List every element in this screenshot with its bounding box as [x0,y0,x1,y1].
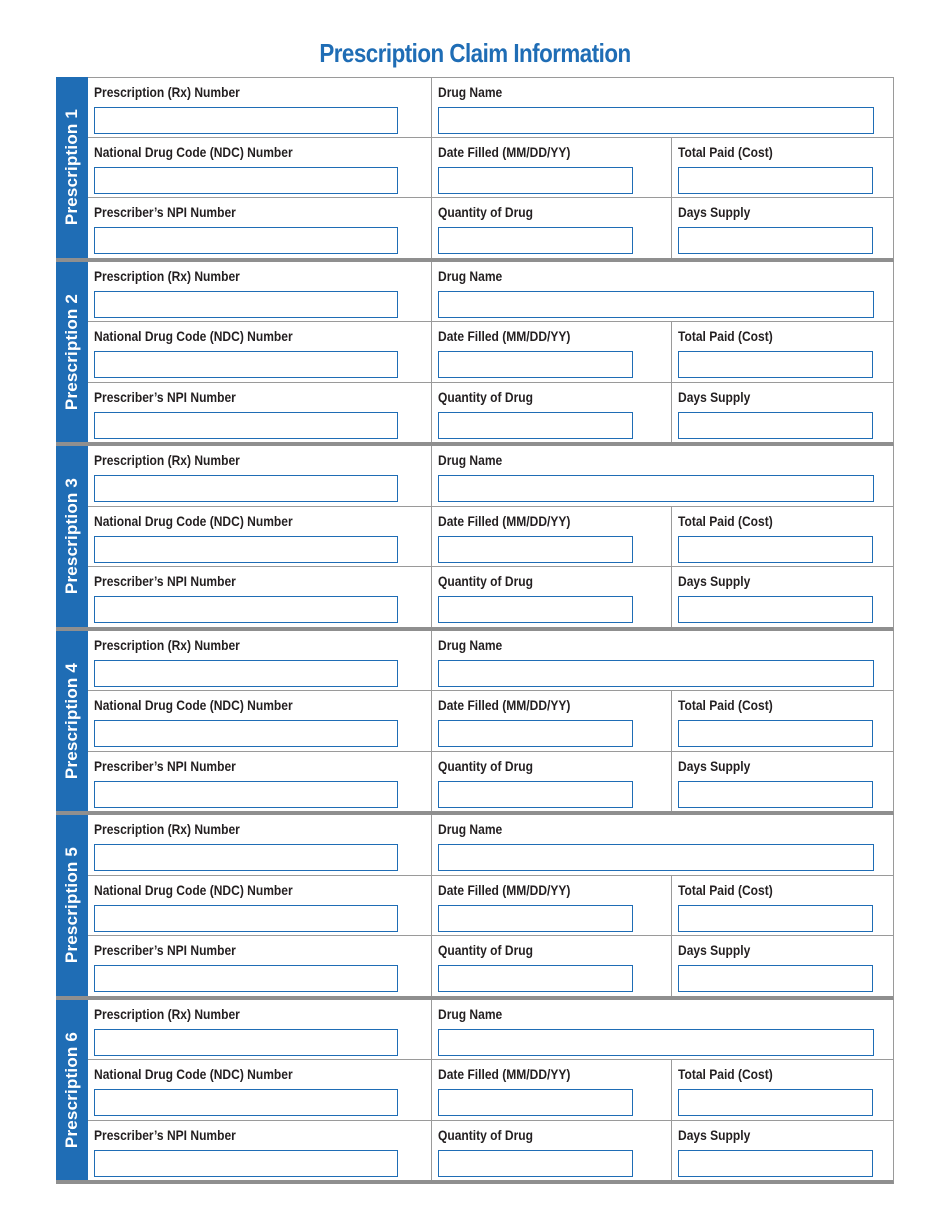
cell-date-filled [432,876,672,936]
total-paid-label: Total Paid (Cost) [678,697,773,713]
rx-number-field[interactable] [94,291,398,318]
cell-quantity [432,198,672,257]
npi-number-field[interactable] [94,781,398,808]
prescription-tab [56,77,88,262]
quantity-field[interactable] [438,781,633,808]
rx-number-field[interactable] [94,475,398,502]
quantity-field[interactable] [438,965,633,992]
prescription-tab [56,446,88,631]
cell-total-paid [672,138,893,197]
prescription-tab [56,1000,88,1185]
rx-number-label: Prescription (Rx) Number [94,821,240,837]
days-supply-label: Days Supply [678,1126,751,1143]
drug-name-field[interactable] [438,1029,874,1056]
cell-npi-number [88,198,432,257]
drug-name-label: Drug Name [438,636,503,653]
prescription-block-6 [56,1000,894,1185]
cell-drug-name [432,815,893,875]
row-npi-qty-days [88,936,893,996]
prescription-grid [88,446,894,631]
npi-number-field[interactable] [94,227,398,254]
rx-number-field[interactable] [94,660,398,687]
days-supply-field[interactable] [678,227,873,254]
row-ndc-date-paid [88,507,893,568]
total-paid-label: Total Paid (Cost) [678,881,773,898]
row-npi-qty-days [88,383,893,443]
npi-number-label: Prescriber’s NPI Number [94,204,236,221]
quantity-label: Quantity of Drug [438,573,533,589]
row-npi-qty-days [88,567,893,627]
total-paid-field[interactable] [678,167,873,194]
npi-number-field[interactable] [94,596,398,623]
row-npi-qty-days [88,1121,893,1181]
prescription-block-1 [56,77,894,262]
cell-days-supply [672,567,893,627]
drug-name-field[interactable] [438,475,874,502]
npi-number-label: Prescriber’s NPI Number [94,942,236,958]
cell-total-paid [672,322,893,382]
cell-days-supply [672,198,893,257]
cell-days-supply [672,936,893,996]
prescription-tab-label: Prescription 6 [62,1031,81,1148]
npi-number-field[interactable] [94,1150,398,1177]
cell-total-paid [672,876,893,936]
page-title: Prescription Claim Information [319,38,631,68]
row-ndc-date-paid [88,322,893,383]
total-paid-label: Total Paid (Cost) [678,144,773,161]
quantity-label: Quantity of Drug [438,388,533,405]
ndc-number-label: National Drug Code (NDC) Number [94,512,293,529]
row-ndc-date-paid [88,691,893,752]
drug-name-label: Drug Name [438,821,503,837]
days-supply-label: Days Supply [678,204,751,221]
date-filled-field[interactable] [438,167,633,194]
days-supply-label: Days Supply [678,757,751,774]
date-filled-label: Date Filled (MM/DD/YY) [438,144,571,161]
days-supply-field[interactable] [678,412,873,439]
cell-date-filled [432,138,672,197]
cell-rx-number [88,78,432,137]
cell-days-supply [672,752,893,812]
ndc-number-field[interactable] [94,905,398,932]
cell-rx-number [88,446,432,506]
prescription-grid [88,77,894,262]
row-rx-drug [88,1000,893,1061]
rx-number-label: Prescription (Rx) Number [94,452,240,468]
drug-name-field[interactable] [438,107,874,134]
drug-name-field[interactable] [438,660,874,687]
drug-name-label: Drug Name [438,1005,503,1022]
ndc-number-label: National Drug Code (NDC) Number [94,1066,293,1082]
row-rx-drug [88,631,893,692]
date-filled-field[interactable] [438,720,633,747]
total-paid-field[interactable] [678,905,873,932]
row-rx-drug [88,78,893,138]
row-ndc-date-paid [88,1060,893,1121]
row-rx-drug [88,815,893,876]
quantity-field[interactable] [438,596,633,623]
quantity-label: Quantity of Drug [438,204,533,221]
cell-quantity [432,752,672,812]
ndc-number-field[interactable] [94,720,398,747]
ndc-number-field[interactable] [94,351,398,378]
cell-drug-name [432,78,893,137]
drug-name-field[interactable] [438,844,874,871]
quantity-label: Quantity of Drug [438,757,533,774]
days-supply-field[interactable] [678,781,873,808]
prescription-claim-form [56,77,894,1184]
prescription-block-2 [56,262,894,447]
drug-name-label: Drug Name [438,267,503,284]
prescription-grid [88,1000,894,1185]
rx-number-label: Prescription (Rx) Number [94,636,240,653]
cell-rx-number [88,631,432,691]
npi-number-label: Prescriber’s NPI Number [94,388,236,405]
days-supply-label: Days Supply [678,942,751,958]
cell-npi-number [88,1121,432,1181]
ndc-number-field[interactable] [94,536,398,563]
prescription-tab [56,815,88,1000]
date-filled-field[interactable] [438,1089,633,1116]
rx-number-field[interactable] [94,1029,398,1056]
cell-quantity [432,383,672,443]
quantity-label: Quantity of Drug [438,1126,533,1143]
cell-drug-name [432,262,893,322]
total-paid-label: Total Paid (Cost) [678,512,773,529]
days-supply-field[interactable] [678,965,873,992]
prescription-tab-label: Prescription 4 [62,662,81,779]
days-supply-field[interactable] [678,596,873,623]
date-filled-field[interactable] [438,351,633,378]
row-ndc-date-paid [88,138,893,198]
cell-quantity [432,1121,672,1181]
date-filled-label: Date Filled (MM/DD/YY) [438,512,571,529]
prescription-block-3 [56,446,894,631]
cell-total-paid [672,691,893,751]
npi-number-label: Prescriber’s NPI Number [94,757,236,774]
rx-number-label: Prescription (Rx) Number [94,267,240,284]
cell-date-filled [432,507,672,567]
prescription-tab-label: Prescription 5 [62,847,81,964]
drug-name-label: Drug Name [438,452,503,468]
date-filled-field[interactable] [438,536,633,563]
drug-name-label: Drug Name [438,84,503,100]
rx-number-label: Prescription (Rx) Number [94,1005,240,1022]
cell-total-paid [672,507,893,567]
cell-ndc-number [88,507,432,567]
quantity-label: Quantity of Drug [438,942,533,958]
prescription-block-5 [56,815,894,1000]
cell-drug-name [432,1000,893,1060]
cell-npi-number [88,383,432,443]
ndc-number-label: National Drug Code (NDC) Number [94,328,293,344]
ndc-number-label: National Drug Code (NDC) Number [94,881,293,898]
date-filled-label: Date Filled (MM/DD/YY) [438,328,571,344]
cell-ndc-number [88,138,432,197]
cell-rx-number [88,262,432,322]
date-filled-label: Date Filled (MM/DD/YY) [438,1066,571,1082]
total-paid-field[interactable] [678,720,873,747]
cell-days-supply [672,1121,893,1181]
total-paid-label: Total Paid (Cost) [678,328,773,344]
npi-number-label: Prescriber’s NPI Number [94,573,236,589]
prescription-grid [88,815,894,1000]
cell-ndc-number [88,691,432,751]
ndc-number-field[interactable] [94,167,398,194]
cell-npi-number [88,567,432,627]
cell-ndc-number [88,876,432,936]
days-supply-field[interactable] [678,1150,873,1177]
cell-quantity [432,567,672,627]
total-paid-field[interactable] [678,1089,873,1116]
quantity-field[interactable] [438,1150,633,1177]
npi-number-field[interactable] [94,965,398,992]
cell-npi-number [88,752,432,812]
rx-number-field[interactable] [94,107,398,134]
npi-number-label: Prescriber’s NPI Number [94,1126,236,1143]
cell-npi-number [88,936,432,996]
prescription-block-4 [56,631,894,816]
cell-quantity [432,936,672,996]
quantity-field[interactable] [438,227,633,254]
rx-number-label: Prescription (Rx) Number [94,84,240,100]
row-ndc-date-paid [88,876,893,937]
prescription-tab-label: Prescription 2 [62,293,81,410]
cell-total-paid [672,1060,893,1120]
total-paid-field[interactable] [678,536,873,563]
cell-date-filled [432,691,672,751]
cell-ndc-number [88,1060,432,1120]
cell-date-filled [432,322,672,382]
date-filled-label: Date Filled (MM/DD/YY) [438,881,571,898]
prescription-tab-label: Prescription 1 [62,109,81,226]
row-npi-qty-days [88,198,893,257]
rx-number-field[interactable] [94,844,398,871]
row-rx-drug [88,446,893,507]
days-supply-label: Days Supply [678,573,751,589]
prescription-tab [56,262,88,447]
prescription-tab-label: Prescription 3 [62,478,81,595]
prescription-grid [88,262,894,447]
total-paid-field[interactable] [678,351,873,378]
date-filled-label: Date Filled (MM/DD/YY) [438,697,571,713]
cell-rx-number [88,1000,432,1060]
ndc-number-label: National Drug Code (NDC) Number [94,697,293,713]
ndc-number-field[interactable] [94,1089,398,1116]
cell-date-filled [432,1060,672,1120]
cell-drug-name [432,631,893,691]
row-rx-drug [88,262,893,323]
cell-rx-number [88,815,432,875]
days-supply-label: Days Supply [678,388,751,405]
row-npi-qty-days [88,752,893,812]
cell-days-supply [672,383,893,443]
ndc-number-label: National Drug Code (NDC) Number [94,144,293,161]
total-paid-label: Total Paid (Cost) [678,1066,773,1082]
drug-name-field[interactable] [438,291,874,318]
cell-ndc-number [88,322,432,382]
cell-drug-name [432,446,893,506]
quantity-field[interactable] [438,412,633,439]
prescription-tab [56,631,88,816]
npi-number-field[interactable] [94,412,398,439]
date-filled-field[interactable] [438,905,633,932]
prescription-grid [88,631,894,816]
